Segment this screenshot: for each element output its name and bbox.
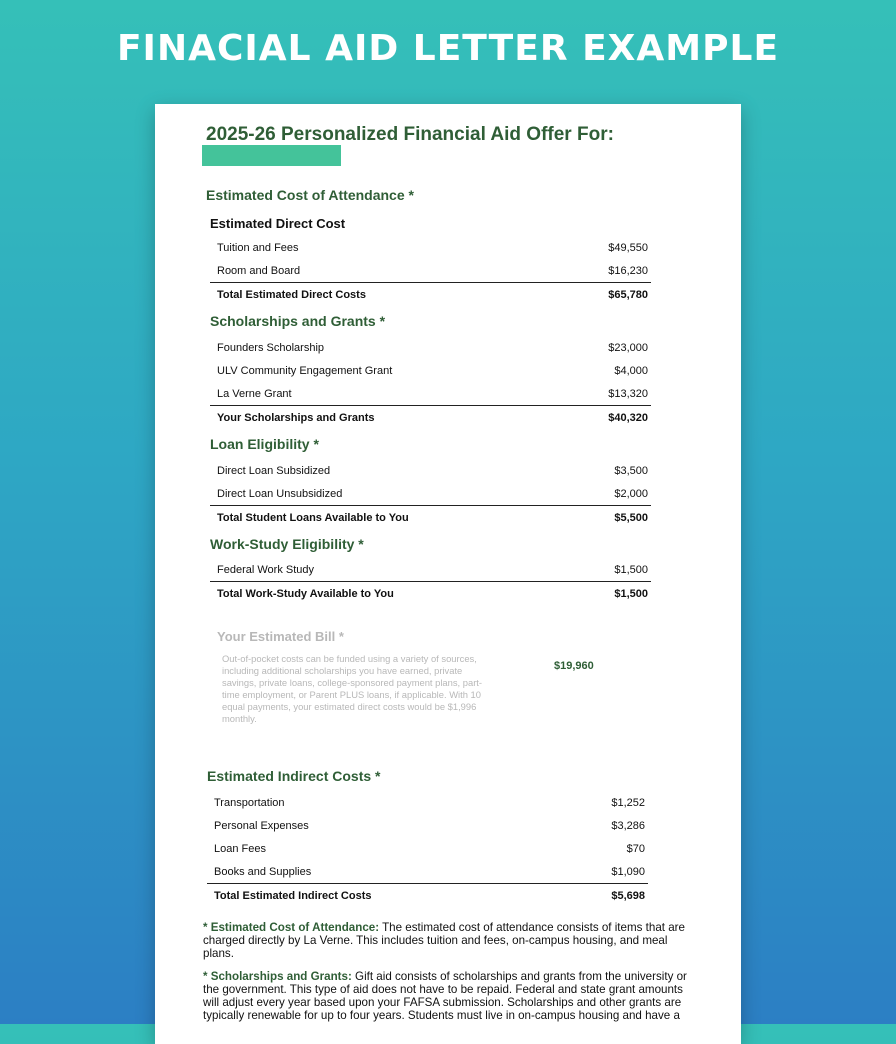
- line-item-amount: $16,230: [608, 265, 648, 277]
- letter-title: 2025-26 Personalized Financial Aid Offer For:: [206, 124, 614, 145]
- work-study-heading: Work-Study Eligibility *: [210, 536, 364, 552]
- line-item: [214, 820, 645, 840]
- line-item-amount: $70: [626, 843, 645, 855]
- scholarships-heading: Scholarships and Grants *: [210, 313, 386, 329]
- line-item: [217, 465, 648, 485]
- total-label: Total Estimated Direct Costs: [217, 289, 366, 301]
- footnote-cost-of-attendance: [203, 921, 698, 960]
- total-label: Total Estimated Indirect Costs: [214, 890, 372, 902]
- line-item-label: Loan Fees: [214, 843, 266, 855]
- line-item-label: ULV Community Engagement Grant: [217, 365, 393, 377]
- total-label: Total Work-Study Available to You: [217, 588, 394, 600]
- line-item: [214, 797, 645, 817]
- cost-of-attendance-heading: Estimated Cost of Attendance *: [206, 187, 414, 203]
- line-item: [214, 843, 645, 863]
- total-row: [217, 588, 648, 608]
- line-item-label: Direct Loan Unsubsidized: [217, 488, 343, 500]
- divider: [210, 282, 651, 283]
- footnote-text: The estimated cost of attendance consists of items that are charged directly by La Verne. This includes tuition and fees, on-campus housing, and meal plans.: [203, 921, 685, 960]
- divider: [210, 505, 651, 506]
- direct-cost-subheading: Estimated Direct Cost: [210, 216, 346, 231]
- total-amount: $1,500: [614, 588, 648, 600]
- line-item-amount: $4,000: [614, 365, 648, 377]
- total-amount: $5,500: [614, 512, 648, 524]
- line-item-amount: $3,286: [611, 820, 645, 832]
- line-item-label: La Verne Grant: [217, 388, 292, 400]
- footnote-text: Gift aid consists of scholarships and grants from the university or the government. This type of aid does not have to be repaid. Federal and state grant amounts will adjust every year based upon your FAFSA submission. Scholarships and other grants are typically renewable for up to four years. Students must live in on-campus housing and have a: [203, 970, 687, 1022]
- total-row: [217, 412, 648, 432]
- line-item-amount: $1,252: [611, 797, 645, 809]
- total-label: Total Student Loans Available to You: [217, 512, 409, 524]
- line-item-amount: $13,320: [608, 388, 648, 400]
- line-item: [217, 342, 648, 362]
- line-item-amount: $1,500: [614, 564, 648, 576]
- estimated-bill-description: Out-of-pocket costs can be funded using a variety of sources, including additional scholarships you have earned, private savings, private loans, college-sponsored payment plans, part-time employment, or Parent PLUS loans, if applicable. With 10 equal payments, your estimated direct costs would be $1,996 monthly.: [222, 653, 483, 725]
- estimated-bill-amount: $19,960: [554, 660, 594, 672]
- line-item-label: Transportation: [214, 797, 285, 809]
- line-item-label: Books and Supplies: [214, 866, 312, 878]
- banner-title: FINACIAL AID LETTER EXAMPLE: [116, 28, 780, 69]
- total-amount: $5,698: [611, 890, 645, 902]
- total-row: [217, 512, 648, 532]
- line-item-label: Room and Board: [217, 265, 301, 277]
- total-row: [217, 289, 648, 309]
- line-item: [217, 365, 648, 385]
- line-item-label: Personal Expenses: [214, 820, 309, 832]
- line-item-label: Federal Work Study: [217, 564, 315, 576]
- total-amount: $65,780: [608, 289, 648, 301]
- line-item-label: Direct Loan Subsidized: [217, 465, 331, 477]
- line-item: [217, 242, 648, 262]
- loan-eligibility-heading: Loan Eligibility *: [210, 436, 319, 452]
- indirect-costs-heading: Estimated Indirect Costs *: [207, 768, 381, 784]
- divider: [207, 883, 648, 884]
- line-item-label: Founders Scholarship: [217, 342, 325, 354]
- estimated-bill-heading: Your Estimated Bill *: [217, 629, 344, 644]
- line-item-label: Tuition and Fees: [217, 242, 299, 254]
- footnote-term: * Scholarships and Grants:: [203, 970, 352, 983]
- footnote-scholarships: [203, 970, 698, 1022]
- total-amount: $40,320: [608, 412, 648, 424]
- line-item-amount: $3,500: [614, 465, 648, 477]
- redacted-student-name: [202, 145, 341, 166]
- line-item-amount: $1,090: [611, 866, 645, 878]
- line-item-amount: $23,000: [608, 342, 648, 354]
- line-item-amount: $2,000: [614, 488, 648, 500]
- divider: [210, 405, 651, 406]
- total-row: [214, 890, 645, 910]
- aid-letter: [155, 104, 741, 1044]
- total-label: Your Scholarships and Grants: [217, 412, 375, 424]
- divider: [210, 581, 651, 582]
- line-item-amount: $49,550: [608, 242, 648, 254]
- footnote-term: * Estimated Cost of Attendance:: [203, 921, 380, 934]
